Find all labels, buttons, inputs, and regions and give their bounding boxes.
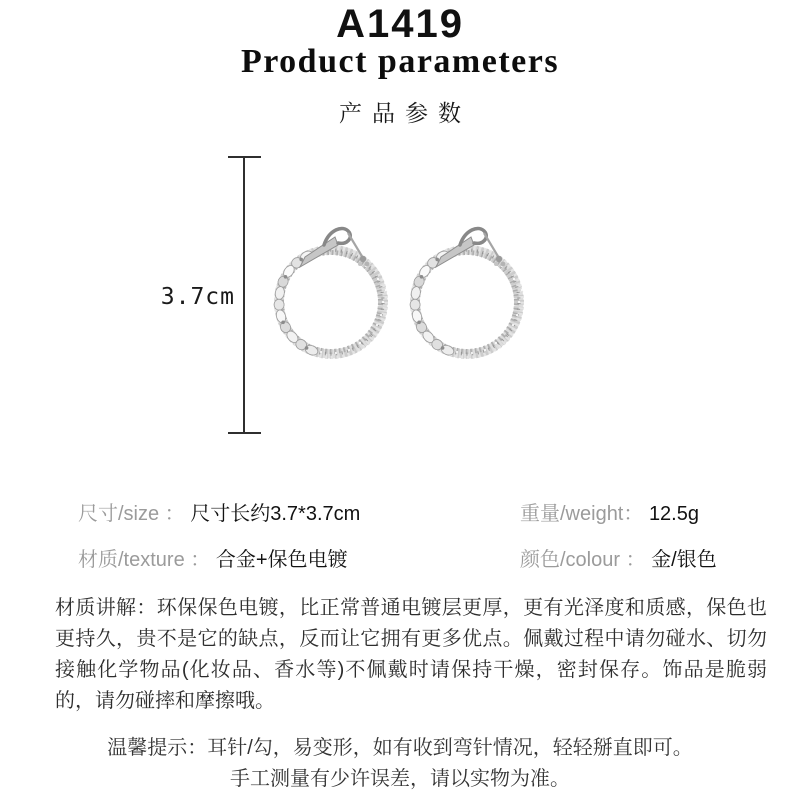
dimension-label: 3.7cm [160, 284, 235, 310]
ruler-bottom-cap [228, 432, 261, 434]
spec-texture-separator: ： [184, 549, 216, 571]
page-title-english: Product parameters [240, 43, 560, 80]
tip-measurement-note: 手工测量有少许误差，请以实物为准。 [230, 768, 570, 790]
spec-colour [520, 547, 717, 573]
earring-photo-left [269, 222, 393, 362]
spec-colour-separator: ： [620, 549, 652, 571]
spec-weight [520, 501, 699, 527]
spec-size-separator: ： [159, 503, 191, 525]
spec-texture-value: 合金+保色电镀 [215, 549, 348, 571]
spec-size-label: 尺寸/size [78, 503, 160, 525]
earring-photo-right [405, 222, 529, 362]
spec-colour-label: 颜色/colour [520, 549, 621, 571]
spec-colour-value: 金/银色 [651, 549, 717, 571]
spec-size-value: 尺寸长约3.7*3.7cm [190, 503, 361, 525]
material-description: 材质讲解：环保保色电镀，比正常普通电镀层更厚，更有光泽度和质感，保色也更持久，贵不是它的缺点，反而让它拥有更多优点。佩戴过程中请勿碰水、切勿接触化学物品(化妆品、香水等)不佩戴时请保持干燥，密封保存。饰品是脆弱的，请勿碰摔和摩擦哦。 [55, 597, 767, 712]
spec-texture [78, 547, 348, 573]
tips-block [0, 733, 800, 795]
header [0, 0, 800, 128]
product-model-code: A1419 [336, 2, 464, 46]
page-title-chinese: 产品参数 [339, 100, 471, 126]
tip-warm-reminder: 温馨提示：耳针/勾，易变形，如有收到弯针情况，轻轻掰直即可。 [107, 737, 693, 759]
spec-weight-value: 12.5g [648, 503, 699, 525]
spec-weight-label: 重量/weight [520, 503, 624, 525]
ruler-vertical-line [243, 158, 245, 432]
spec-texture-label: 材质/texture [78, 549, 185, 571]
spec-weight-separator: ： [623, 503, 649, 525]
spec-size [78, 501, 360, 527]
